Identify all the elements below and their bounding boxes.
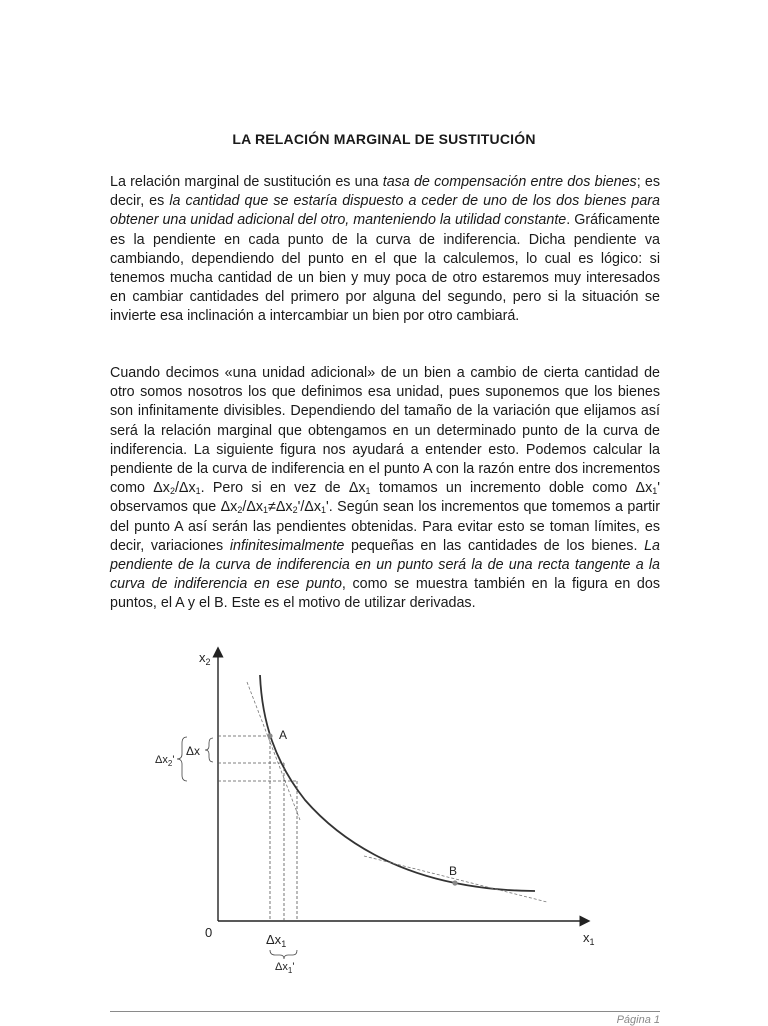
footer-divider — [110, 1011, 660, 1012]
delta-x1-prime-label: $\Delta x_1'$ — [275, 961, 295, 975]
indifference-curve — [260, 675, 535, 891]
delta-x2-label: Δx — [186, 744, 201, 758]
paragraph-explanation: Cuando decimos «una unidad adicional» de un bien a cambio de cierta cantidad de otro somos nosotros los que definimos esa unidad, pues suponemos que los bienes son infinitamente divisibles. Dependiendo del tamaño de la variación que elijamos así será la relación marginal que obtengamos en un determinado punto de la curva de indiferencia. La siguiente figura nos ayudará a entender esto. Podemos calcular la pendiente de la curva de indiferencia en el punto A con la razón entre dos incrementos como $\Delta x_2/\Delta x_1$. Pero si en vez de $\Delta x_1$ tomamos un incremento doble como $\Delta x_1'$ observamos que $\Delta x_2/\Delta x_1\ne\Delta x_2'/\Delta x_1'$. Según sean los incrementos que tomemos a partir del punto A así serán las pendientes obtenidas. Para evitar esto se toman límites, es decir, variaciones infinitesimalmente pequeñas en las cantidades de los bienes. La pendiente de la curva de indiferencia en un punto será la de una recta tangente a la curva de indiferencia en ese punto, como se muestra también en la figura en dos puntos, el A y el B. Este es el motivo de utilizar derivadas. — [110, 365, 660, 612]
point-b-marker — [452, 880, 457, 885]
page-title: LA RELACIÓN MARGINAL DE SUSTITUCIÓN — [232, 131, 536, 147]
x-axis-label: $x_1$ — [583, 930, 595, 947]
brace-delta-x1-prime — [270, 950, 297, 959]
paragraph-definition: La relación marginal de sustitución es una tasa de compensación entre dos bienes; es decir, es la cantidad que se estaría dispuesto a ceder de uno de los dos bienes para obtener una unidad adicional del otro, manteniendo la utilidad constante. Gráficamente es la pendiente en cada punto de la curva de indiferencia. Dicha pendiente va cambiando, dependiendo del punto en el que la calculemos, lo cual es lógico: si tenemos mucha cantidad de un bien y muy poca de otro estaremos muy interesados en cambiar cantidades del primero por alguna del segundo, pero si la situación se invierte esa inclinación a intercambiar un bien por otro cambiará. — [110, 174, 661, 325]
brace-delta-x2 — [205, 738, 213, 762]
point-a-marker — [267, 733, 272, 738]
point-a-label: A — [279, 728, 288, 742]
page-number: Página 1 — [616, 1014, 660, 1026]
tangent-line-a — [247, 682, 300, 820]
delta-x1-label: $\Delta x_1$ — [266, 932, 287, 949]
origin-label: 0 — [205, 925, 213, 940]
delta-x2-prime-label: $\Delta x_2'$ — [155, 754, 175, 768]
y-axis-label: $x_2$ — [199, 650, 211, 667]
point-b-label: B — [449, 864, 458, 878]
